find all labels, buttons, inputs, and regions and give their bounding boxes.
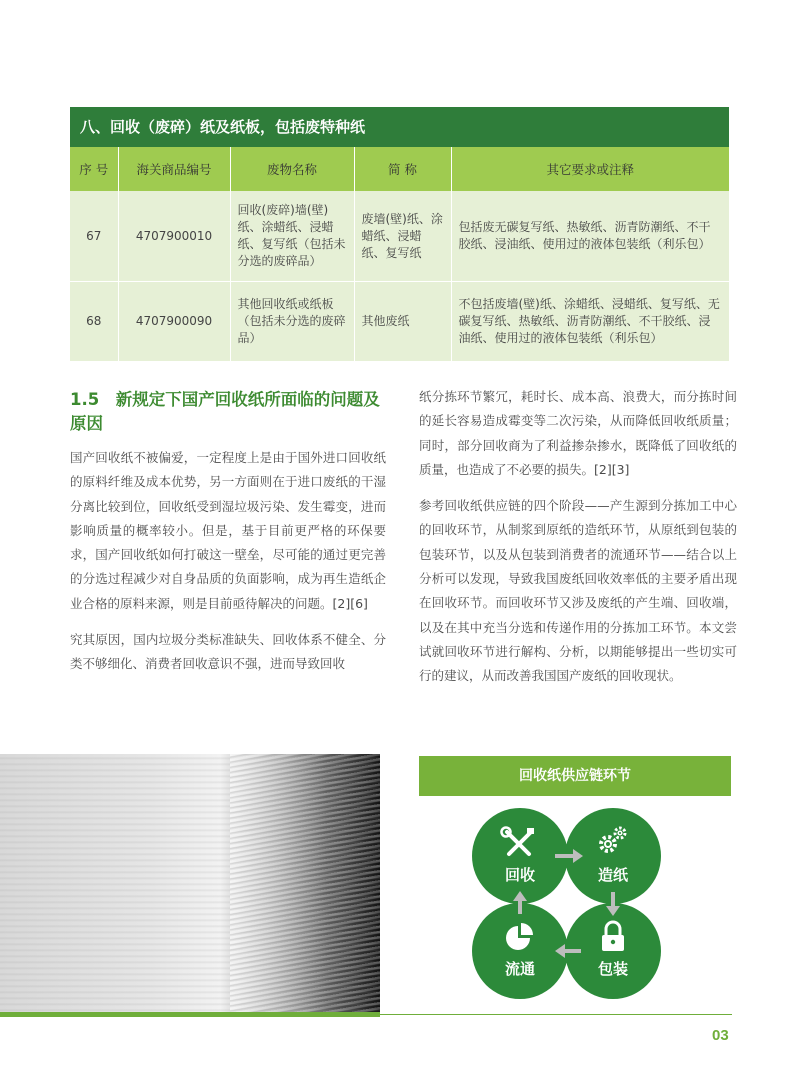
text-column-right xyxy=(419,385,737,701)
table-header-row xyxy=(70,147,729,191)
text-column-left xyxy=(70,388,386,689)
paragraph: 国产回收纸不被偏爱，一定程度上是由于国外进口回收纸的原料纤维及成本优势，另一方面则在于进口废纸的干湿分离比较到位，回收纸受到湿垃圾污染、发生霉变，进而影响质量的概率较小。但是，基于目前更严格的环保要求，国产回收纸如何打破这一壁垒，尽可能的通过更完善的分选过程减少对自身品质的负面影响，成为再生造纸企业合格的原料来源，则是目前亟待解决的问题。[2][6] xyxy=(70,450,386,611)
cell-code: 4707900010 xyxy=(118,191,230,282)
cell-no: 68 xyxy=(70,282,118,362)
table-row xyxy=(70,282,729,362)
paper-stack-photo xyxy=(0,754,380,1012)
table-row xyxy=(70,191,729,282)
cell-code: 4707900090 xyxy=(118,282,230,362)
waste-paper-table xyxy=(70,107,729,362)
stage-label-circulation: 流通 xyxy=(504,960,536,978)
paragraph: 纸分拣环节繁冗，耗时长、成本高、浪费大，而分拣时间的延长容易造成霉变等二次污染，从而降低回收纸质量；同时，部分回收商为了利益掺杂掺水，既降低了回收纸的质量，也造成了不必要的损失。[2][3] xyxy=(419,389,737,477)
header-name: 废物名称 xyxy=(230,147,354,191)
paper-edge-fan xyxy=(230,754,380,1012)
footer-rule xyxy=(380,1014,732,1015)
header-note: 其它要求或注释 xyxy=(451,147,729,191)
cell-no: 67 xyxy=(70,191,118,282)
cell-short: 废墙(壁)纸、涂蜡纸、浸蜡纸、复写纸 xyxy=(354,191,451,282)
supply-chain-diagram xyxy=(419,796,731,1014)
table-title: 八、回收（废碎）纸及纸板，包括废特种纸 xyxy=(70,107,729,147)
stage-circle-recycle xyxy=(472,808,568,904)
header-code: 海关商品编号 xyxy=(118,147,230,191)
cell-note: 不包括废墙(壁)纸、涂蜡纸、浸蜡纸、复写纸、无碳复写纸、热敏纸、沥青防潮纸、不干胶纸、浸油纸、使用过的液体包装纸（利乐包） xyxy=(451,282,729,362)
paragraph: 参考回收纸供应链的四个阶段——产生源到分拣加工中心的回收环节，从制浆到原纸的造纸环节，从原纸到包装的包装环节，以及从包装到消费者的流通环节——结合以上分析可以发现，导致我国废纸回收效率低的主要矛盾出现在回收环节。而回收环节又涉及废纸的产生端、回收端，以及在其中充当分选和传递作用的分拣加工环节。本文尝试就回收环节进行解构、分析，以期能够提出一些切实可行的建议，从而改善我国国产废纸的回收现状。 xyxy=(419,498,737,684)
header-short: 简 称 xyxy=(354,147,451,191)
stage-label-recycle: 回收 xyxy=(504,866,536,884)
stage-label-papermaking: 造纸 xyxy=(597,866,629,884)
section-title: 1.5 新规定下国产回收纸所面临的问题及原因 xyxy=(70,390,380,433)
stage-circle-circulation xyxy=(472,903,568,999)
chain-title: 回收纸供应链环节 xyxy=(419,756,731,796)
stage-label-packaging: 包装 xyxy=(597,960,629,978)
paragraph: 究其原因，国内垃圾分类标准缺失、回收体系不健全、分类不够细化、消费者回收意识不强，进而导致回收 xyxy=(70,632,386,672)
footer-green-bar xyxy=(0,1012,380,1017)
cell-short: 其他废纸 xyxy=(354,282,451,362)
page-number: 03 xyxy=(712,1027,729,1044)
header-no: 序 号 xyxy=(70,147,118,191)
cell-note: 包括废无碳复写纸、热敏纸、沥青防潮纸、不干胶纸、浸油纸、使用过的液体包装纸（利乐包） xyxy=(451,191,729,282)
table-grid xyxy=(70,147,729,362)
cell-name: 回收(废碎)墙(壁)纸、涂蜡纸、浸蜡纸、复写纸（包括未分选的废碎品） xyxy=(230,191,354,282)
cell-name: 其他回收纸或纸板（包括未分选的废碎品） xyxy=(230,282,354,362)
